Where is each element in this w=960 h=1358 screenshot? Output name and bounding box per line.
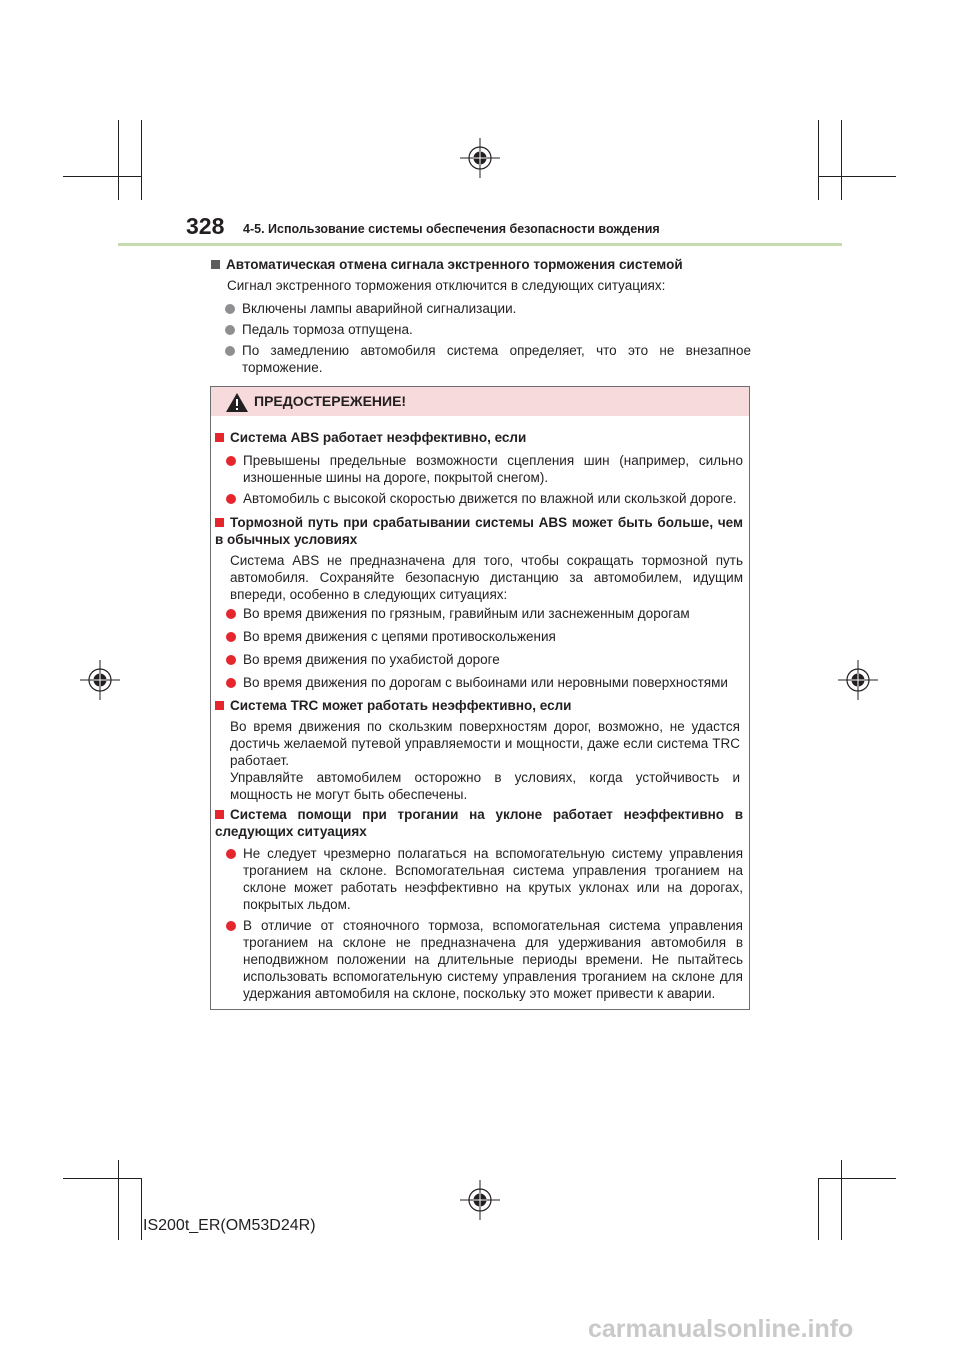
warning-bullet: Во время движения по грязным, гравийным или заснеженным дорогам [243, 606, 690, 621]
crop-mark [841, 1160, 842, 1240]
page-number: 328 [186, 213, 225, 239]
round-bullet-icon [226, 655, 236, 665]
warning-bullet: Не следует чрезмерно полагаться на вспомогательную систему управления троганием на склоне. Вспомогательная система управления троганием на склоне может работать неэффективно на крутых уклонах или на дорогах, покрытых льдом. [243, 846, 743, 912]
watermark: carmanualsonline.info [588, 1315, 854, 1343]
round-bullet-icon [226, 678, 236, 688]
warning-section-text: Система ABS не предназначена для того, чтобы сокращать тормозной путь автомобиля. Сохраняйте безопасную дистанцию за автомобилем, идущим впереди, особенно в следующих ситуациях: [230, 553, 743, 602]
crop-mark [118, 120, 119, 200]
auto-cancel-bullet: Включены лампы аварийной сигнализации. [242, 301, 517, 316]
round-bullet-icon [226, 609, 236, 619]
warning-bullet: Во время движения по дорогам с выбоинами или неровными поверхностями [243, 675, 728, 690]
square-bullet-icon [215, 433, 224, 442]
square-bullet-icon [215, 701, 224, 710]
round-bullet-icon [225, 304, 235, 314]
square-bullet-icon [215, 810, 224, 819]
warning-section-heading: Тормозной путь при срабатывании системы ABS может быть больше, чем в обычных условиях [215, 515, 743, 547]
crop-mark [118, 1160, 119, 1240]
warning-bullet: В отличие от стояночного тормоза, вспомогательная система управления троганием на склоне не предназначена для удерживания автомобиля в неподвижном положении на длительные периоды времени. Не пытайтесь использовать вспомогательную систему управления троганием на склоне для удержания автомобиля на склоне, поскольку это может привести к аварии. [243, 918, 743, 1001]
warning-section-heading: Система помощи при трогании на уклоне работает неэффективно в следующих ситуациях [215, 807, 743, 839]
crop-mark [841, 120, 842, 200]
crosshair-registration-icon [838, 660, 878, 700]
square-bullet-icon [215, 518, 224, 527]
document-code: IS200t_ER(OM53D24R) [143, 1217, 316, 1234]
warning-section-heading: Система ABS работает неэффективно, если [215, 429, 743, 446]
auto-cancel-intro: Сигнал экстренного торможения отключится в следующих ситуациях: [227, 278, 666, 293]
round-bullet-icon [225, 346, 235, 356]
round-bullet-icon [226, 456, 236, 466]
crosshair-registration-icon [460, 1180, 500, 1220]
auto-cancel-bullet: По замедлению автомобиля система определяет, что это не внезапное торможение. [242, 343, 751, 375]
warning-section-text: Во время движения по скользким поверхностям дорог, возможно, не удастся достичь желаемой путевой управляемости и мощности, даже если система TRC работает. [230, 719, 740, 768]
crosshair-registration-icon [80, 660, 120, 700]
crop-mark [818, 120, 819, 200]
warning-section-heading: Система TRC может работать неэффективно, если [215, 697, 743, 714]
header-rule [118, 243, 842, 246]
crop-mark [818, 1178, 896, 1179]
section-title: 4-5. Использование системы обеспечения безопасности вождения [243, 222, 660, 236]
warning-bullet: Автомобиль с высокой скоростью движется по влажной или скользкой дороге. [243, 491, 737, 506]
crop-mark [63, 176, 141, 177]
crop-mark [141, 1178, 142, 1240]
crosshair-registration-icon [460, 138, 500, 178]
warning-bullet: Во время движения по ухабистой дороге [243, 652, 500, 667]
crop-mark [63, 1178, 141, 1179]
crop-mark [818, 176, 896, 177]
round-bullet-icon [225, 325, 235, 335]
round-bullet-icon [226, 494, 236, 504]
crop-mark [141, 120, 142, 200]
auto-cancel-heading: Автоматическая отмена сигнала экстренного торможения системой [211, 256, 751, 273]
warning-bullet: Превышены предельные возможности сцепления шин (например, сильно изношенные шины на дороге, покрытой снегом). [243, 453, 743, 485]
warning-title: ПРЕДОСТЕРЕЖЕНИЕ! [254, 393, 407, 409]
round-bullet-icon [226, 632, 236, 642]
crop-mark [818, 1178, 819, 1240]
round-bullet-icon [226, 921, 236, 931]
square-bullet-icon [211, 260, 220, 269]
warning-triangle-icon [225, 392, 249, 413]
warning-section-text: Управляйте автомобилем осторожно в условиях, когда устойчивость и мощность не могут быть обеспечены. [230, 770, 740, 802]
round-bullet-icon [226, 849, 236, 859]
auto-cancel-bullet: Педаль тормоза отпущена. [242, 322, 413, 337]
warning-bullet: Во время движения с цепями противоскольжения [243, 629, 556, 644]
